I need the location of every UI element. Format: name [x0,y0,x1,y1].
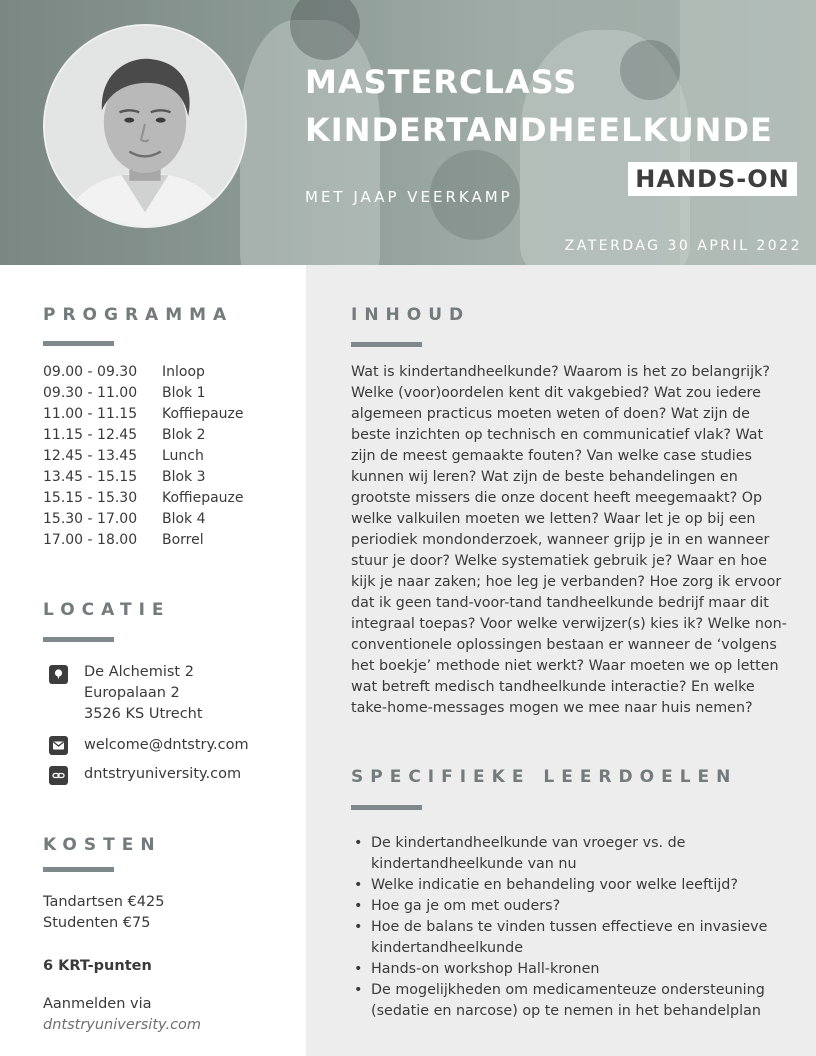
leerdoel-item: • Hoe de balans te vinden tussen effectieve en invasieve kindertandheelkunde [351,917,791,959]
kosten-heading: KOSTEN [43,835,162,855]
leerdoel-item: • Welke indicatie en behandeling voor welke leeftijd? [351,875,791,896]
schedule-row [43,509,303,530]
schedule-row [43,446,303,467]
leerdoel-item: • De kindertandheelkunde van vroeger vs. de kindertandheelkunde van nu [351,833,791,875]
portrait-photo [45,26,245,226]
schedule-activity: Lunch [162,448,204,464]
inhoud-text: Wat is kindertandheelkunde? Waarom is het zo belangrijk? Welke (voor)oordelen kent dit vakgebied? Wat zou iedere algemeen practicus moeten weten of doen? Wat zijn de beste inzichten op technisch en communicatief vlak? Wat zijn de meest gemaakte fouten? Van welke case studies kunnen wij leren? Wat zijn de beste behandelingen en grootste missers die onze docent heeft meegemaakt? Op welke valkuilen moeten we letten? Waar let je op bij een periodiek mondonderzoek, wanneer grijp je in en wanneer stuur je door? Welke systematiek gebruik je? Waar en hoe kijk je naar zaken; hoe leg je verbanden? Hoe zorg ik ervoor dat ik geen tand-voor-tand tandheelkunde bedrijf maar dit integraal toepas? Voor welke verwijzer(s) kies ik? Welke non-conventionele oplossingen bestaan er wanneer de ‘volgens het boekje’ methode niet werkt? Waar moeten we op letten wat betreft medisch tandheelkunde interactie? En welke take-home-messages mogen we mee naar huis nemen? [351,364,787,716]
schedule-row [43,488,303,509]
schedule-row [43,467,303,488]
inhoud-rule [351,342,422,347]
schedule-time: 15.15 - 15.30 [43,490,138,506]
schedule-row [43,425,303,446]
title-line-2: KINDERTANDHEELKUNDE [305,111,773,149]
schedule-row [43,530,303,551]
address-line-3: 3526 KS Utrecht [84,706,203,722]
schedule-activity: Borrel [162,532,204,548]
schedule-time: 09.00 - 09.30 [43,364,138,380]
schedule-row [43,383,303,404]
address-line-2: Europalaan 2 [84,685,180,701]
programma-rule [43,341,114,346]
leerdoelen-heading: SPECIFIEKE LEERDOELEN [351,767,738,787]
speaker-portrait [43,24,247,228]
kosten-rule [43,867,114,872]
website-link[interactable]: dntstryuniversity.com [84,766,242,782]
schedule-activity: Blok 3 [162,469,206,485]
schedule-activity: Koffiepauze [162,490,244,506]
leerdoelen-list [351,833,791,1022]
schedule-time: 12.45 - 13.45 [43,448,138,464]
schedule-activity: Koffiepauze [162,406,244,422]
signup-link[interactable]: dntstryuniversity.com [43,1017,202,1033]
schedule-time: 15.30 - 17.00 [43,511,138,527]
leerdoel-item: • Hoe ga je om met ouders? [351,896,791,917]
location-pin-icon [49,665,68,684]
event-title [305,58,805,154]
price-students: Studenten €75 [43,915,151,931]
locatie-heading: LOCATIE [43,600,171,620]
hands-on-badge: HANDS-ON [628,162,797,196]
link-icon [49,766,68,785]
schedule-activity: Blok 2 [162,427,206,443]
krt-points: 6 KRT-punten [43,958,152,974]
schedule-activity: Blok 1 [162,385,206,401]
event-date: ZATERDAG 30 APRIL 2022 [564,238,802,254]
schedule-time: 11.15 - 12.45 [43,427,138,443]
speaker-subtitle: MET JAAP VEERKAMP [305,188,513,206]
schedule-activity: Blok 4 [162,511,206,527]
programma-heading: PROGRAMMA [43,305,234,325]
schedule-row [43,362,303,383]
schedule-time: 09.30 - 11.00 [43,385,138,401]
leerdoel-item: • Hands-on workshop Hall-kronen [351,959,791,980]
schedule-row [43,404,303,425]
schedule-activity: Inloop [162,364,205,380]
address-line-1: De Alchemist 2 [84,664,194,680]
inhoud-heading: INHOUD [351,305,471,325]
signup-label: Aanmelden via [43,996,152,1012]
price-dentists: Tandartsen €425 [43,894,165,910]
leerdoelen-rule [351,805,422,810]
schedule-list [43,362,303,551]
schedule-time: 13.45 - 15.15 [43,469,138,485]
locatie-rule [43,637,114,642]
envelope-icon [49,736,68,755]
leerdoel-item: • De mogelijkheden om medicamenteuze ondersteuning (sedatie en narcose) op te nemen in het behandelplan [351,980,791,1022]
schedule-time: 17.00 - 18.00 [43,532,138,548]
email-link[interactable]: welcome@dntstry.com [84,737,249,753]
header-banner [0,0,816,265]
schedule-time: 11.00 - 11.15 [43,406,138,422]
title-line-1: MASTERCLASS [305,63,578,101]
